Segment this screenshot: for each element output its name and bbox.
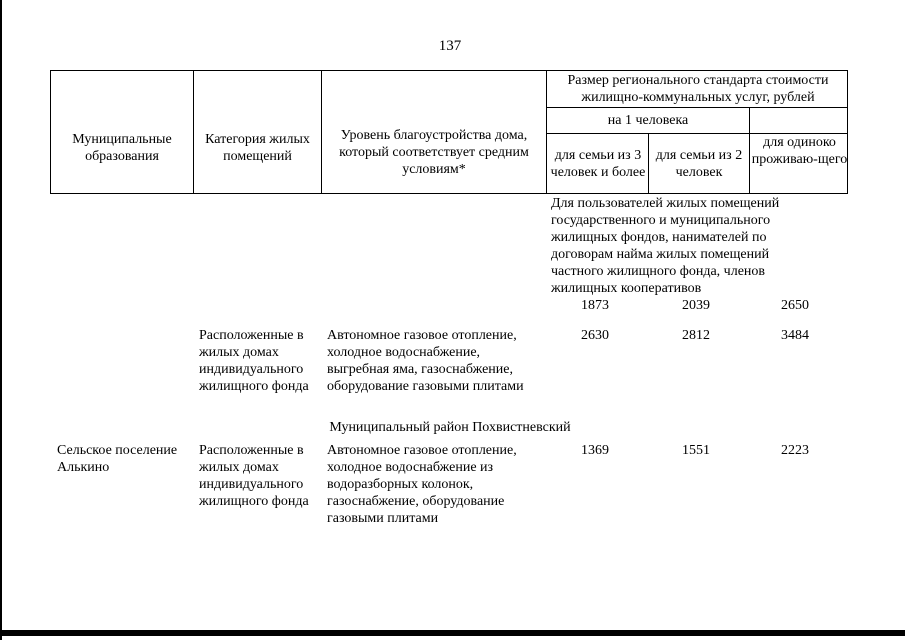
value-family2: 2812 [682,328,710,343]
row-municipal: Сельское поселение Алькино [57,443,178,475]
header-standard: Размер регионального стандарта стоимости жилищно-коммунальных услуг, рублей [567,73,829,105]
header-municipal: Муниципальные образования [72,132,172,164]
header-family2: для семьи из 2 человек [655,148,743,180]
divider [321,71,322,193]
row-category: Расположенные в жилых домах индивидуального жилищного фонда [199,443,309,509]
header-level: Уровень благоустройства дома, который соответствует средним условиям* [339,127,529,177]
value-family2: 1551 [682,443,710,458]
header-single: для одиноко проживаю-щего [751,135,848,167]
note-users: Для пользователей жилых помещений государственного и муниципального жилищных фондов, нанимателей по договорам найма жилых помещений частного жилищного фонда, членов жилищных кооперативов [551,196,780,296]
value-single: 2650 [781,298,809,313]
header-category: Категория жилых помещений [205,132,310,164]
row-level: Автономное газовое отопление, холодное водоснабжение, выгребная яма, газоснабжение, оборудование газовыми плитами [327,328,524,394]
row-category: Расположенные в жилых домах индивидуального жилищного фонда [199,328,309,394]
table-header [50,70,848,194]
value-family2: 2039 [682,298,710,313]
scan-left-edge [0,0,2,640]
page-number: 137 [438,38,462,54]
value-single: 2223 [781,443,809,458]
header-per-person: на 1 человека [607,113,689,128]
section-title: Муниципальный район Похвистневский [329,420,571,435]
row-level: Автономное газовое отопление, холодное водоснабжение из водоразборных колонок, газоснабжение, оборудование газовыми плитами [327,443,517,526]
value-single: 3484 [781,328,809,343]
header-family3: для семьи из 3 человек и более [550,148,646,180]
value-family3: 1873 [581,298,609,313]
value-family3: 1369 [581,443,609,458]
value-family3: 2630 [581,328,609,343]
divider [648,133,649,193]
scan-bottom-edge [0,630,905,636]
